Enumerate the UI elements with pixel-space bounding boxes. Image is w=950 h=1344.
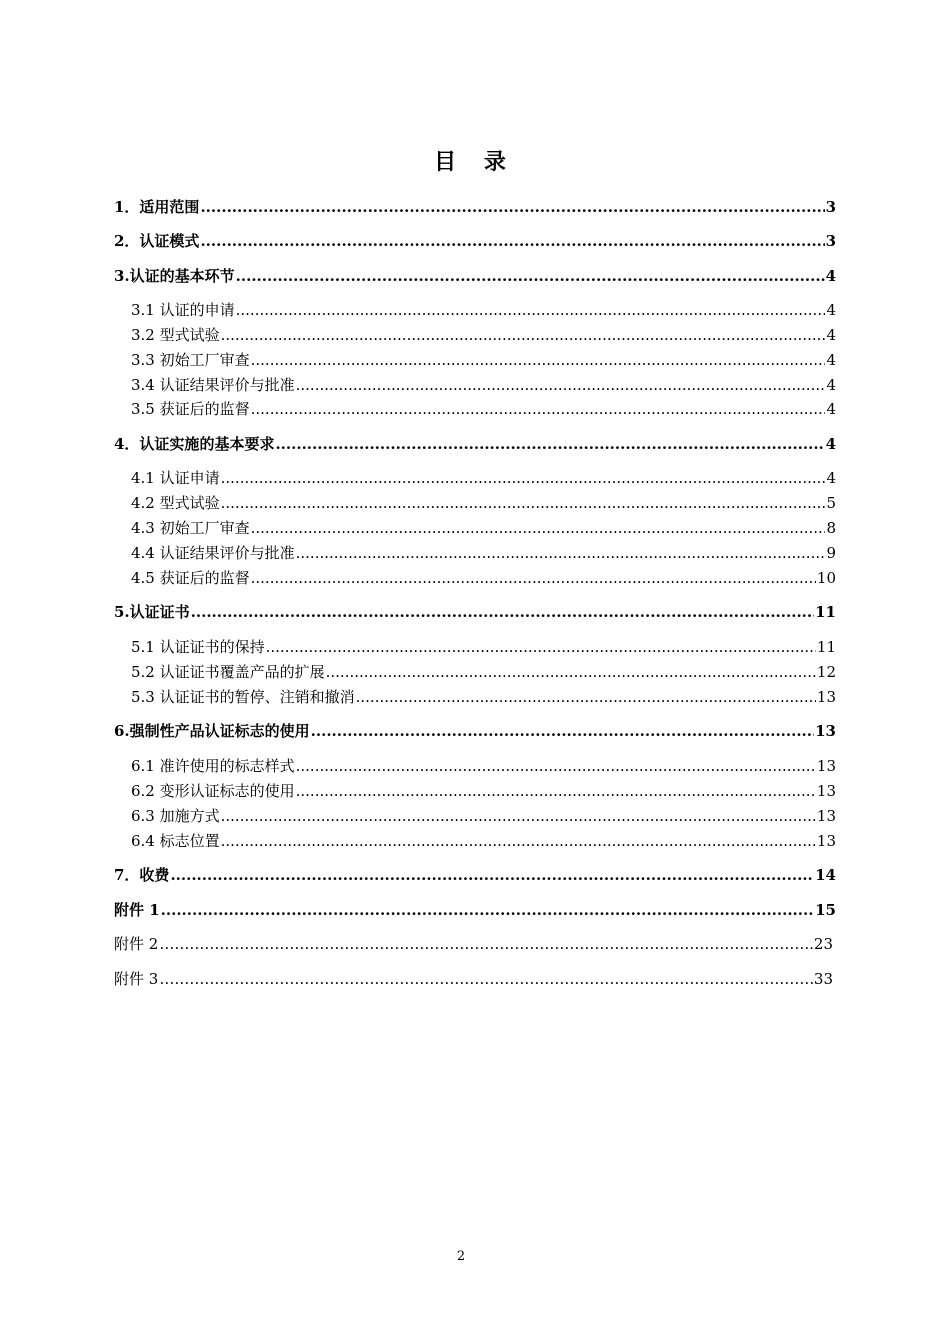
toc-leader-dots xyxy=(221,832,816,850)
toc-entry-page: 4 xyxy=(826,376,836,394)
toc-entry-page: 12 xyxy=(816,663,836,681)
toc-leader-dots xyxy=(170,866,814,884)
toc-entry-label: 附件 3 xyxy=(114,970,159,988)
toc-entry-page: 5 xyxy=(826,494,836,512)
toc-leader-dots xyxy=(200,198,824,216)
toc-leader-dots xyxy=(200,232,824,250)
toc-entry-page: 10 xyxy=(816,569,836,587)
toc-entry-7[interactable] xyxy=(114,866,836,884)
toc-entry-4-2[interactable] xyxy=(131,494,836,512)
toc-entry-page: 9 xyxy=(826,544,836,562)
toc-entry-label: 4.4 认证结果评价与批准 xyxy=(131,544,295,562)
toc-entry-label: 6.4 标志位置 xyxy=(131,832,220,850)
toc-entry-label: 4.2 型式试验 xyxy=(131,494,220,512)
toc-entry-label: 3.认证的基本环节 xyxy=(114,267,235,285)
toc-entry-4-4[interactable] xyxy=(131,544,836,562)
toc-entry-appendix-2[interactable] xyxy=(114,935,833,953)
toc-leader-dots xyxy=(296,544,826,562)
toc-entry-page: 4 xyxy=(826,301,836,319)
toc-entry-appendix-1[interactable] xyxy=(114,901,836,919)
toc-entry-label: 6.强制性产品认证标志的使用 xyxy=(114,722,310,740)
toc-entry-label: 5.1 认证证书的保持 xyxy=(131,638,265,656)
toc-entry-page: 3 xyxy=(825,232,836,250)
toc-entry-page: 11 xyxy=(816,638,836,656)
toc-entry-page: 14 xyxy=(815,866,836,884)
toc-entry-page: 4 xyxy=(826,351,836,369)
toc-entry-label: 3.3 初始工厂审查 xyxy=(131,351,250,369)
page-number: 2 xyxy=(456,1249,466,1264)
toc-leader-dots xyxy=(296,782,816,800)
toc-entry-5-3[interactable] xyxy=(131,688,836,706)
toc-entry-3[interactable] xyxy=(114,267,836,285)
toc-entry-page: 4 xyxy=(825,267,836,285)
toc-entry-3-4[interactable] xyxy=(131,376,836,394)
toc-entry-page: 13 xyxy=(816,757,836,775)
toc-entry-6[interactable] xyxy=(114,722,836,740)
toc-leader-dots xyxy=(251,519,826,537)
toc-entry-page: 13 xyxy=(815,722,836,740)
toc-entry-page: 4 xyxy=(826,326,836,344)
toc-entry-label: 5.2 认证证书覆盖产品的扩展 xyxy=(131,663,325,681)
toc-entry-label: 6.1 准许使用的标志样式 xyxy=(131,757,295,775)
toc-entry-label: 4.5 获证后的监督 xyxy=(131,569,250,587)
toc-entry-4-5[interactable] xyxy=(131,569,836,587)
toc-leader-dots xyxy=(221,807,816,825)
toc-entry-label: 3.4 认证结果评价与批准 xyxy=(131,376,295,394)
toc-entry-page: 3 xyxy=(825,198,836,216)
toc-entry-5[interactable] xyxy=(114,603,836,621)
toc-entry-label: 4.3 初始工厂审查 xyxy=(131,519,250,537)
toc-leader-dots xyxy=(275,435,824,453)
toc-entry-label: 4．认证实施的基本要求 xyxy=(114,435,275,453)
toc-leader-dots xyxy=(356,688,816,706)
toc-entry-label: 7．收费 xyxy=(114,866,170,884)
toc-leader-dots xyxy=(326,663,816,681)
toc-entry-label: 6.2 变形认证标志的使用 xyxy=(131,782,295,800)
toc-entry-6-3[interactable] xyxy=(131,807,836,825)
toc-leader-dots xyxy=(161,901,814,919)
toc-entry-page: 11 xyxy=(815,603,836,621)
toc-title: 目 录 xyxy=(434,150,516,175)
toc-leader-dots xyxy=(221,326,826,344)
toc-entry-4[interactable] xyxy=(114,435,836,453)
toc-entry-page: 13 xyxy=(816,832,836,850)
toc-leader-dots xyxy=(296,757,816,775)
toc-leader-dots xyxy=(159,935,808,953)
toc-entry-3-2[interactable] xyxy=(131,326,836,344)
toc-entry-label: 1．适用范围 xyxy=(114,198,200,216)
toc-entry-6-2[interactable] xyxy=(131,782,836,800)
toc-entry-label: 附件 1 xyxy=(114,901,160,919)
toc-entry-page: .23 xyxy=(809,935,833,953)
toc-entry-3-3[interactable] xyxy=(131,351,836,369)
toc-entry-page: 4 xyxy=(826,400,836,418)
toc-entry-4-3[interactable] xyxy=(131,519,836,537)
toc-entry-appendix-3[interactable] xyxy=(114,970,833,988)
toc-entry-label: 附件 2 xyxy=(114,935,159,953)
toc-entry-page: 13 xyxy=(816,688,836,706)
toc-entry-label: 2．认证模式 xyxy=(114,232,200,250)
toc-entry-4-1[interactable] xyxy=(131,469,836,487)
toc-leader-dots xyxy=(266,638,816,656)
toc-entry-3-1[interactable] xyxy=(131,301,836,319)
toc-leader-dots xyxy=(236,267,825,285)
toc-entry-page: 13 xyxy=(816,782,836,800)
toc-entry-page: 15 xyxy=(815,901,836,919)
toc-leader-dots xyxy=(191,603,814,621)
toc-entry-5-2[interactable] xyxy=(131,663,836,681)
toc-entry-label: 3.5 获证后的监督 xyxy=(131,400,250,418)
toc-entry-label: 3.2 型式试验 xyxy=(131,326,220,344)
toc-entry-1[interactable] xyxy=(114,198,836,216)
toc-entry-page: 13 xyxy=(816,807,836,825)
toc-leader-dots xyxy=(251,569,816,587)
toc-leader-dots xyxy=(236,301,826,319)
toc-entry-label: 4.1 认证申请 xyxy=(131,469,220,487)
toc-leader-dots xyxy=(251,400,826,418)
toc-entry-6-4[interactable] xyxy=(131,832,836,850)
toc-entry-label: 5.认证证书 xyxy=(114,603,190,621)
toc-leader-dots xyxy=(296,376,826,394)
toc-entry-page: 4 xyxy=(825,435,836,453)
toc-leader-dots xyxy=(221,494,826,512)
toc-entry-page: 8 xyxy=(826,519,836,537)
toc-leader-dots xyxy=(251,351,826,369)
toc-entry-6-1[interactable] xyxy=(131,757,836,775)
toc-entry-page: 4 xyxy=(826,469,836,487)
toc-entry-label: 6.3 加施方式 xyxy=(131,807,220,825)
toc-leader-dots xyxy=(311,722,814,740)
toc-entry-2[interactable] xyxy=(114,232,836,250)
toc-entry-5-1[interactable] xyxy=(131,638,836,656)
toc-leader-dots xyxy=(159,970,813,988)
toc-entry-label: 3.1 认证的申请 xyxy=(131,301,235,319)
toc-entry-3-5[interactable] xyxy=(131,400,836,418)
toc-entry-label: 5.3 认证证书的暂停、注销和撤消 xyxy=(131,688,355,706)
toc-entry-page: 33 xyxy=(813,970,833,988)
toc-leader-dots xyxy=(221,469,826,487)
